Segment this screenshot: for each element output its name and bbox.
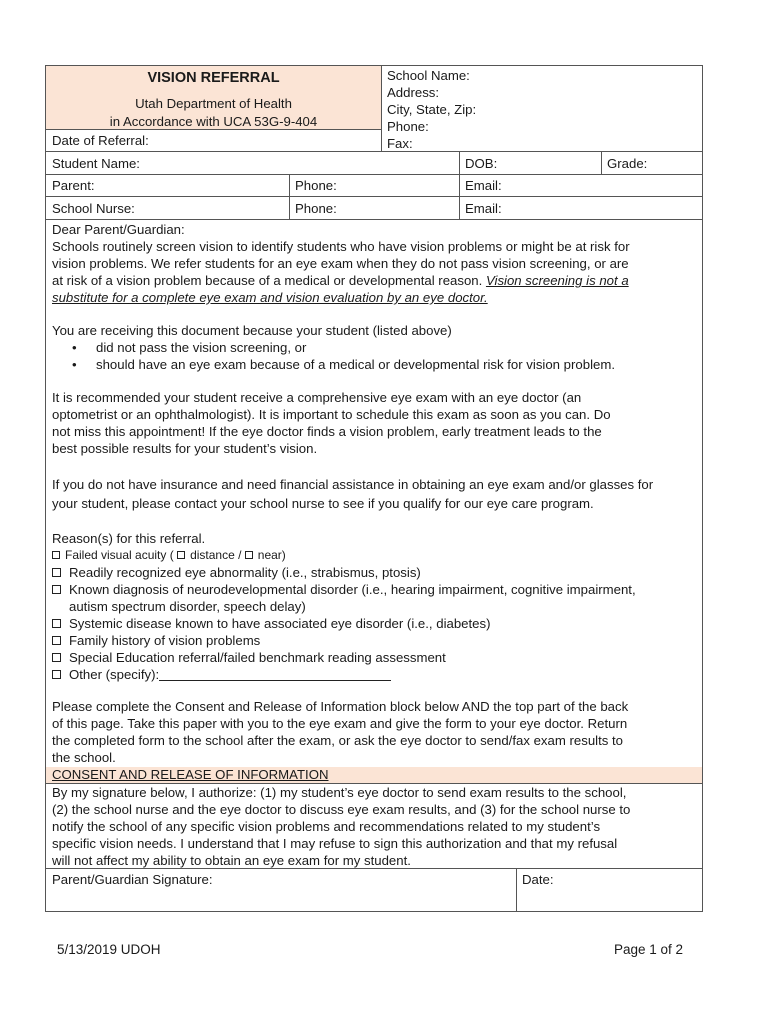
instructions-paragraph: Please complete the Consent and Release of Information block below AND the top part of the back of this page. Take this paper with you to the eye exam and give the form to your eye doctor. Return the completed form to the school after the exam, or ask the eye doctor to send/fax exam results to the school. (52, 699, 629, 765)
footer-date: 5/13/2019 UDOH (57, 942, 161, 957)
other-specify-input[interactable] (159, 668, 391, 681)
city-state-zip-field[interactable]: City, State, Zip: (387, 102, 477, 117)
consent-paragraph: By my signature below, I authorize: (1) my student’s eye doctor to send exam results to the school, (2) the school nurse and the eye doctor to discuss eye exam results, and (3) for the school nurse to notify the school of any specific vision problems and recommendations related to my student’s specific vision needs. I understand that I may refuse to sign this authorization and that my refusal will not affect my ability to obtain an eye exam for my student. (52, 785, 631, 868)
grade-field[interactable]: Grade: (607, 156, 648, 171)
failed-acuity-checkbox[interactable] (52, 551, 60, 559)
parent-field[interactable]: Parent: (52, 178, 95, 193)
address-field[interactable]: Address: (387, 85, 440, 100)
department-name: Utah Department of Health (135, 96, 292, 111)
parent-phone-field[interactable]: Phone: (295, 178, 337, 193)
letter-paragraph-3: It is recommended your student receive a comprehensive eye exam with an eye doctor (an optometrist or an ophthalmologist). It is important to schedule this exam as soon as you can. Do not miss this appointment! If the eye doctor finds a vision problem, early treatment leads to the best possible results for your student’s vision. (52, 390, 611, 456)
systemic-disease-checkbox[interactable] (52, 619, 61, 628)
school-phone-field[interactable]: Phone: (387, 119, 429, 134)
eye-abnormality-checkbox[interactable] (52, 568, 61, 577)
reasons-heading: Reason(s) for this referral. (52, 531, 206, 546)
bullet-icon: • (72, 357, 77, 372)
signature-field[interactable]: Parent/Guardian Signature: (52, 872, 213, 887)
letter-paragraph-1: Dear Parent/Guardian: Schools routinely screen vision to identify students who have vision problems or might be at risk for vision problems. We refer students for an eye exam when they do not pass vision screening, or are at risk of a vision problem because of a medical or developmental reason. Vision screening is not a substitute for a complete eye exam and vision evaluation by an eye doctor. (52, 222, 630, 305)
page-number: Page 1 of 2 (614, 942, 684, 957)
family-history-checkbox[interactable] (52, 636, 61, 645)
vision-referral-form (45, 65, 703, 912)
special-education-checkbox[interactable] (52, 653, 61, 662)
neurodevelopmental-checkbox[interactable] (52, 585, 61, 594)
date-of-referral-field[interactable]: Date of Referral: (52, 133, 149, 148)
date-field[interactable]: Date: (522, 872, 554, 887)
bullet-icon: • (72, 340, 77, 355)
letter-paragraph-2: You are receiving this document because your student (listed above) • did not pass the vision screening, or • should have an eye exam because of a medical or developmental risk for vision problem. (52, 323, 615, 372)
school-nurse-field[interactable]: School Nurse: (52, 201, 135, 216)
dob-field[interactable]: DOB: (465, 156, 498, 171)
letter-paragraph-4: If you do not have insurance and need financial assistance in obtaining an eye exam and/or glasses for your student, please contact your school nurse to see if you qualify for our eye care program. (52, 477, 654, 511)
distance-checkbox[interactable] (177, 551, 185, 559)
school-name-field[interactable]: School Name: (387, 68, 470, 83)
nurse-email-field[interactable]: Email: (465, 201, 502, 216)
school-fax-field[interactable]: Fax: (387, 136, 413, 151)
statute-reference: in Accordance with UCA 53G-9-404 (109, 114, 318, 129)
near-checkbox[interactable] (245, 551, 253, 559)
nurse-phone-field[interactable]: Phone: (295, 201, 337, 216)
student-name-field[interactable]: Student Name: (52, 156, 140, 171)
form-title: VISION REFERRAL (147, 70, 280, 86)
parent-email-field[interactable]: Email: (465, 178, 502, 193)
referral-reasons: Reason(s) for this referral. Failed visual acuity ( distance / near) Readily recognized eye abnormality (i.e., strabismus, ptosis) Known diagnosis of neurodevelopmental disorder (i.e., hearing impairment, cognitive impairment, autism spectrum disorder, speech delay) Systemic disease known to have associated eye disorder (i.e., diabetes) Family history of vision problems Special Education referral/failed benchmark reading assessment Other (specify): (52, 530, 696, 683)
other-checkbox[interactable] (52, 670, 61, 679)
consent-heading: CONSENT AND RELEASE OF INFORMATION (52, 767, 329, 782)
